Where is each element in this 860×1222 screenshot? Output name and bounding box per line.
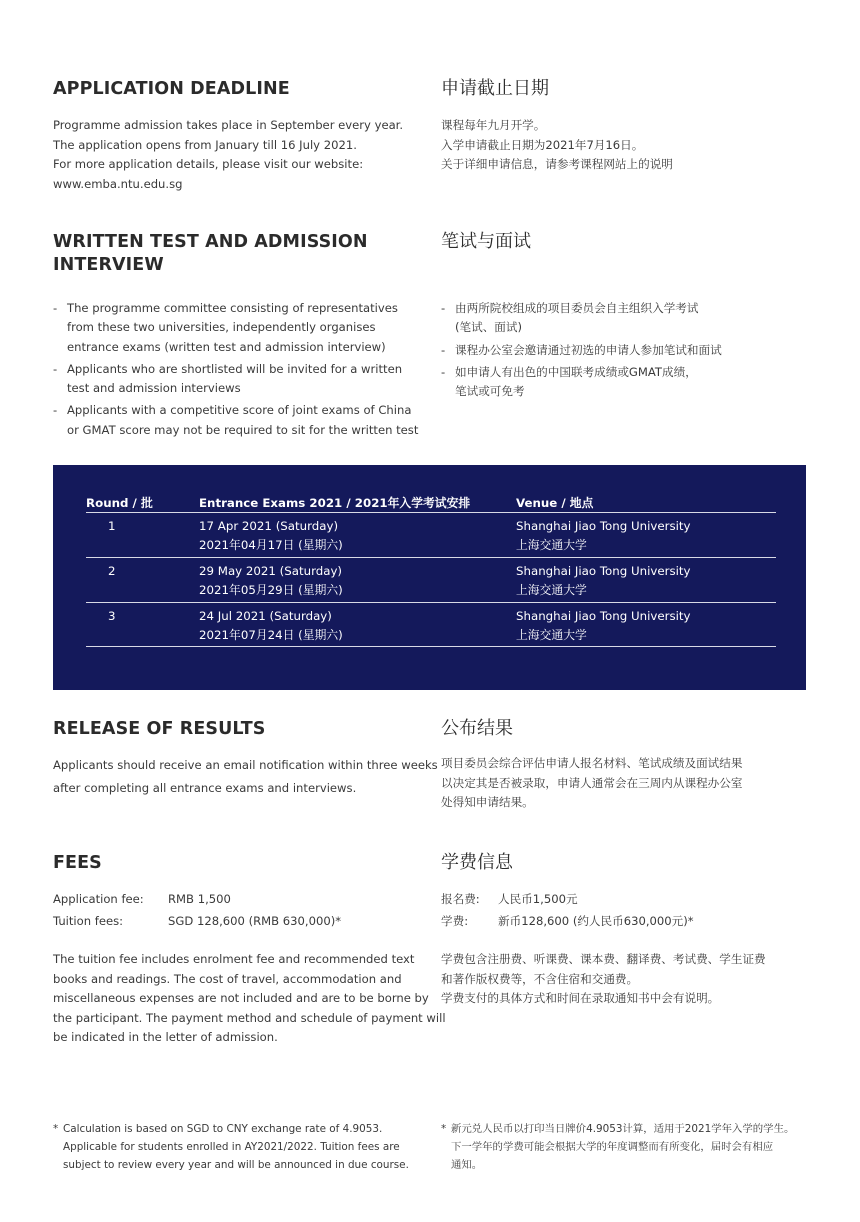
footnote-star: * [53,1123,59,1135]
fees-line-zh: 学费支付的具体方式和时间在录取通知书中会有说明。 [441,991,720,1005]
bullet-item [53,299,418,357]
exam-date-en: 29 May 2021 (Saturday) [199,564,343,578]
bullet-line: - Applicants with a competitive score of joint exams of China [67,403,412,418]
deadline-line-zh: 关于详细申请信息，请参考课程网站上的说明 [441,157,673,171]
exam-venue [516,607,691,645]
bullet-line-zh: (笔试、面试) [455,320,523,335]
bullet-item-zh [441,299,722,338]
round-number: 1 [108,519,116,533]
deadline-heading-en: APPLICATION DEADLINE [53,79,290,99]
exam-date-en: 24 Jul 2021 (Saturday) [199,609,332,623]
exam-date [199,607,343,645]
footnote-line-zh: 下一学年的学费可能会根据大学的年度调整而有所变化，届时会有相应 [451,1141,774,1153]
bullet-line: from these two universities, independently organises [67,320,376,335]
fees-line: books and readings. The cost of travel, accommodation and [53,971,402,986]
header-divider [86,512,776,513]
exam-date [199,517,343,555]
footnote-star: * [441,1123,447,1135]
fees-line-zh: 学费包含注册费、听课费、课本费、翻译费、考试费、学生证费 [441,952,766,966]
footnote-line-zh: 新元兑人民币以打印当日牌价4.9053计算，适用于2021学年入学的学生。 [451,1123,795,1135]
fees-line: miscellaneous expenses are not included and are to be borne by [53,991,429,1005]
deadline-text-zh [441,116,673,175]
bullet-item-zh [441,341,722,360]
exam-date-zh: 2021年07月24日 (星期六) [199,628,343,642]
venue-zh: 上海交通大学 [516,538,587,552]
round-number: 2 [108,564,116,578]
results-line-zh: 项目委员会综合评估申请人报名材料、笔试成绩及面试结果 [441,756,743,770]
exam-date-en: 17 Apr 2021 (Saturday) [199,519,339,533]
venue-zh: 上海交通大学 [516,583,587,597]
results-line: Applicants should receive an email notification within three weeks [53,758,438,772]
footnote-en [53,1120,409,1174]
application-fee-label: Application fee: [53,892,144,906]
fees-heading-en: FEES [53,853,102,873]
row-divider [86,602,776,603]
deadline-text-en [53,116,403,194]
deadline-line: For more application details, please visit our website: [53,157,364,171]
application-fee-value-zh: 人民币1,500元 [498,892,578,906]
deadline-line-zh: 入学申请截止日期为2021年7月16日。 [441,137,644,152]
written-test-heading-line: INTERVIEW [53,255,164,275]
venue-en: Shanghai Jiao Tong University [516,609,691,623]
bullet-line: or GMAT score may not be required to sit for the written test [67,422,419,437]
fees-text-zh [441,950,766,1009]
written-test-bullets-zh [441,299,722,404]
results-text-en [53,754,438,800]
written-test-heading-zh: 笔试与面试 [441,231,531,252]
bullet-line: test and admission interviews [67,381,241,396]
deadline-line-zh: 课程每年九月开学。 [441,118,546,132]
bullet-line: - The programme committee consisting of representatives [67,301,398,315]
footnote-line: subject to review every year and will be announced in due course. [63,1159,409,1171]
exam-venue [516,562,691,600]
written-test-bullets-en [53,299,418,443]
fees-heading-zh: 学费信息 [441,852,513,873]
round-number: 3 [108,609,116,623]
bullet-item [53,360,418,399]
exam-date-zh: 2021年04月17日 (星期六) [199,538,343,552]
row-divider [86,557,776,558]
row-divider [86,646,776,647]
fees-line: be indicated in the letter of admission. [53,1030,278,1044]
bullet-line: entrance exams (written test and admission interview) [67,339,386,354]
exam-venue [516,517,691,555]
written-test-heading-line: WRITTEN TEST AND ADMISSION [53,232,368,252]
bullet-line-zh: - 课程办公室会邀请通过初选的申请人参加笔试和面试 [455,342,722,357]
fees-text-en [53,950,446,1048]
exam-date-zh: 2021年05月29日 (星期六) [199,583,343,597]
results-line: after completing all entrance exams and interviews. [53,781,357,795]
bullet-item [53,401,418,440]
header-exams: Entrance Exams 2021 / 2021年入学考试安排 [199,496,471,510]
venue-zh: 上海交通大学 [516,628,587,642]
bullet-line-zh: - 如申请人有出色的中国联考成绩或GMAT成绩， [455,364,697,379]
tuition-fee-value: SGD 128,600 (RMB 630,000)* [168,914,342,928]
venue-en: Shanghai Jiao Tong University [516,564,691,578]
exam-date [199,562,343,600]
footnote-zh [441,1120,794,1174]
bullet-line-zh: 笔试或可免考 [455,384,525,399]
footnote-line: Calculation is based on SGD to CNY exchange rate of 4.9053. [63,1123,383,1135]
tuition-fee-label: Tuition fees: [53,914,124,928]
deadline-line: Programme admission takes place in September every year. [53,118,404,132]
tuition-fee-label-zh: 学费: [441,914,469,928]
website-link[interactable]: www.emba.ntu.edu.sg [53,176,183,191]
header-venue: Venue / 地点 [516,496,594,510]
bullet-line-zh: - 由两所院校组成的项目委员会自主组织入学考试 [455,301,699,315]
results-line-zh: 处得知申请结果。 [441,795,534,809]
written-test-heading-en [53,231,368,277]
results-text-zh [441,754,742,813]
exam-schedule-table [53,465,806,690]
footnote-line-zh: 通知。 [451,1159,483,1171]
deadline-line: The application opens from January till 16 July 2021. [53,137,357,152]
tuition-fee-value-zh: 新币128,600 (约人民币630,000元)* [498,914,694,928]
application-fee-label-zh: 报名费: [441,892,480,906]
results-line-zh: 以决定其是否被录取，申请人通常会在三周内从课程办公室 [441,775,743,790]
fees-line: The tuition fee includes enrolment fee and recommended text [53,952,415,966]
fees-line-zh: 和著作版权费等，不含住宿和交通费。 [441,971,639,986]
bullet-line: - Applicants who are shortlisted will be invited for a written [67,361,403,376]
bullet-item-zh [441,363,722,402]
venue-en: Shanghai Jiao Tong University [516,519,691,533]
deadline-heading-zh: 申请截止日期 [441,78,549,99]
application-fee-value: RMB 1,500 [168,892,231,906]
fees-line: the participant. The payment method and schedule of payment will [53,1010,446,1025]
results-heading-zh: 公布结果 [441,718,513,739]
footnote-line: Applicable for students enrolled in AY2021/2022. Tuition fees are [63,1141,400,1153]
results-heading-en: RELEASE OF RESULTS [53,719,266,739]
header-round: Round / 批 [86,496,153,510]
